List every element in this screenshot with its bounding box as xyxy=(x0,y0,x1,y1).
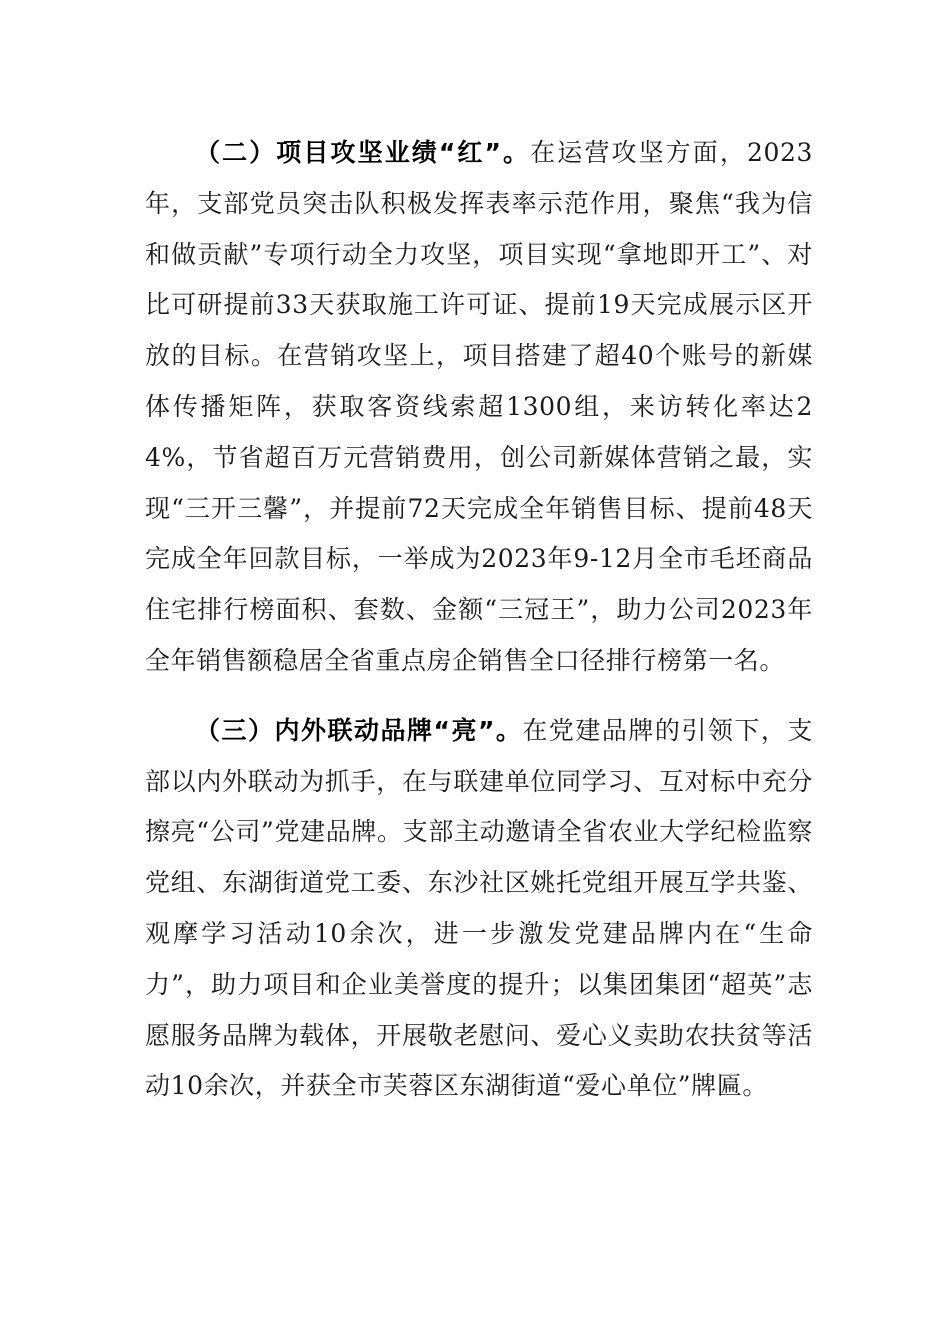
paragraph-heading: （三）内外联动品牌“亮”。 xyxy=(195,715,523,745)
paragraph-brand-linkage xyxy=(145,706,813,1112)
document-body xyxy=(145,128,813,1112)
paragraph-text: 在党建品牌的引领下，支部以内外联动为抓手，在与联建单位同学习、互对标中充分擦亮“公司”党建品牌。支部主动邀请全省农业大学纪检监察党组、东湖街道党工委、东沙社区姚托党组开展互学共鉴、观摩学习活动10余次，进一步激发党建品牌内在“生命力”，助力项目和企业美誉度的提升；以集团集团“超英”志愿服务品牌为载体，开展敬老慰问、爱心义卖助农扶贫等活动10余次，并获全市芙蓉区东湖街道“爱心单位”牌匾。 xyxy=(145,715,813,1101)
paragraph-heading: （二）项目攻坚业绩“红”。 xyxy=(195,138,531,167)
paragraph-project-performance xyxy=(145,128,813,687)
paragraph-text: 在运营攻坚方面，2023年，支部党员突击队积极发挥表率示范作用，聚焦“我为信和做贡献”专项行动全力攻坚，项目实现“拿地即开工”、对比可研提前33天获取施工许可证、提前19天完成展示区开放的目标。在营销攻坚上，项目搭建了超40个账号的新媒体传播矩阵，获取客资线索超1300组，来访转化率达24%，节省超百万元营销费用，创公司新媒体营销之最，实现“三开三馨”，并提前72天完成全年销售目标、提前48天完成全年回款目标，一举成为2023年9-12月全市毛坯商品住宅排行榜面积、套数、金额“三冠王”，助力公司2023年全年销售额稳居全省重点房企销售全口径排行榜第一名。 xyxy=(145,138,813,675)
